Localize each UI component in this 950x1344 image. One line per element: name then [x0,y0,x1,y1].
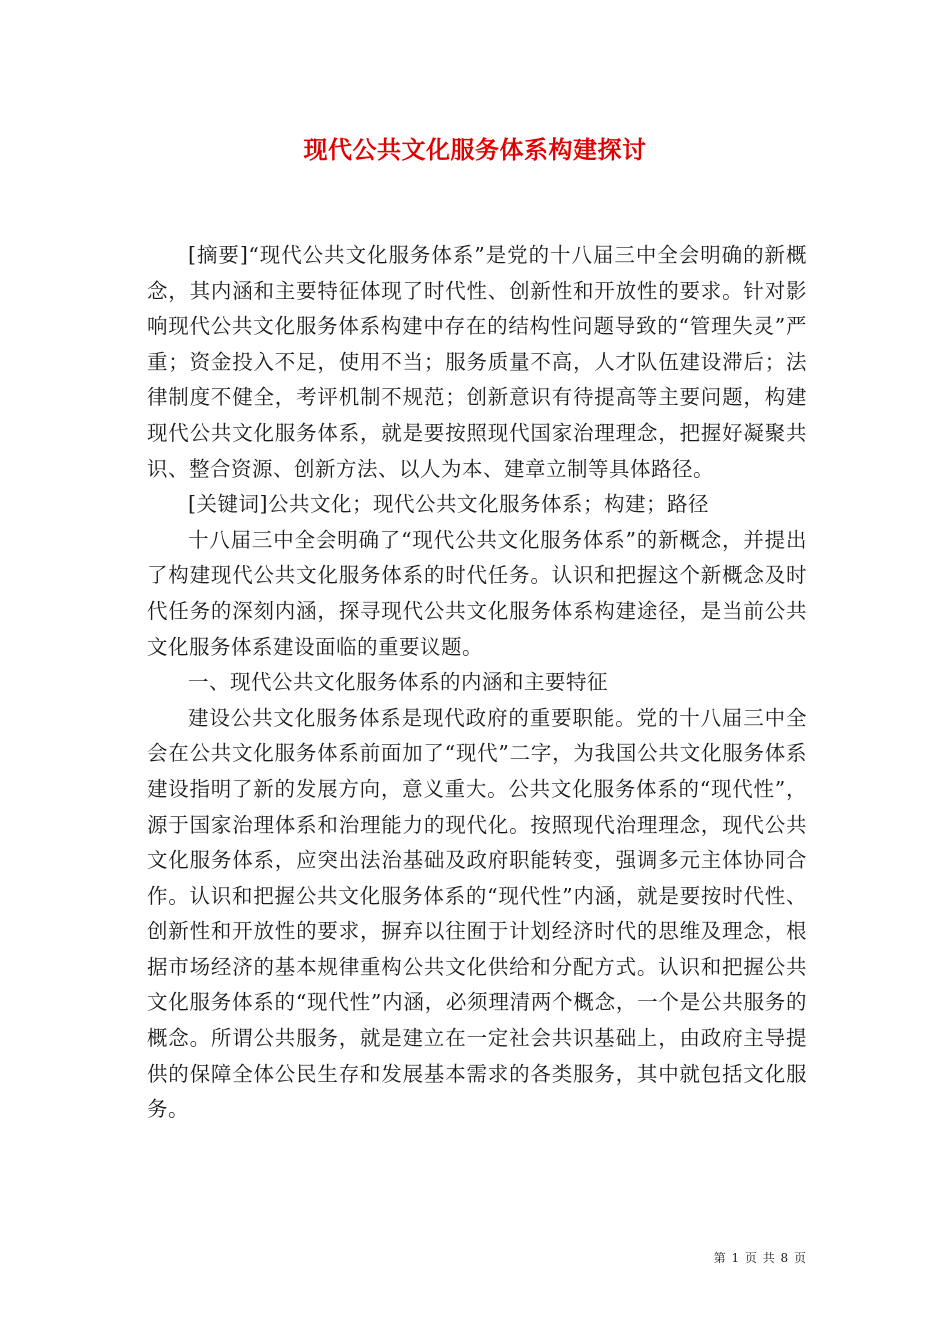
page-number: 第 1 页 共 8 页 [713,1251,807,1265]
intro-paragraph: 十八届三中全会明确了“现代公共文化服务体系”的新概念，并提出了构建现代公共文化服务体系的时代任务。认识和把握这个新概念及时代任务的深刻内涵，探寻现代公共文化服务体系构建途径，是当前公共文化服务体系建设面临的重要议题。 [147,527,807,659]
section-heading: 一、现代公共文化服务体系的内涵和主要特征 [188,670,608,695]
abstract-paragraph: [摘要]“现代公共文化服务体系”是党的十八届三中全会明确的新概念，其内涵和主要特征体现了时代性、创新性和开放性的要求。针对影响现代公共文化服务体系构建中存在的结构性问题导致的“管理失灵”严重；资金投入不足，使用不当；服务质量不高，人才队伍建设滞后；法律制度不健全，考评机制不规范；创新意识有待提高等主要问题，构建现代公共文化服务体系，就是要按照现代国家治理理念，把握好凝聚共识、整合资源、创新方法、以人为本、建章立制等具体路径。 [147,243,807,481]
document-title: 现代公共文化服务体系构建探讨 [303,135,647,164]
body-paragraph: 建设公共文化服务体系是现代政府的重要职能。党的十八届三中全会在公共文化服务体系前面加了“现代”二字，为我国公共文化服务体系建设指明了新的发展方向，意义重大。公共文化服务体系的“现代性”，源于国家治理体系和治理能力的现代化。按照现代治理理念，现代公共文化服务体系，应突出法治基础及政府职能转变，强调多元主体协同合作。认识和把握公共文化服务体系的“现代性”内涵，就是要按时代性、创新性和开放性的要求，摒弃以往囿于计划经济时代的思维及理念，根据市场经济的基本规律重构公共文化供给和分配方式。认识和把握公共文化服务体系的“现代性”内涵，必须理清两个概念，一个是公共服务的概念。所谓公共服务，就是建立在一定社会共识基础上，由政府主导提供的保障全体公民生存和发展基本需求的各类服务，其中就包括文化服务。 [147,705,807,1122]
keywords-paragraph: [关键词]公共文化；现代公共文化服务体系；构建；路径 [188,492,709,517]
document-body [147,238,807,1128]
